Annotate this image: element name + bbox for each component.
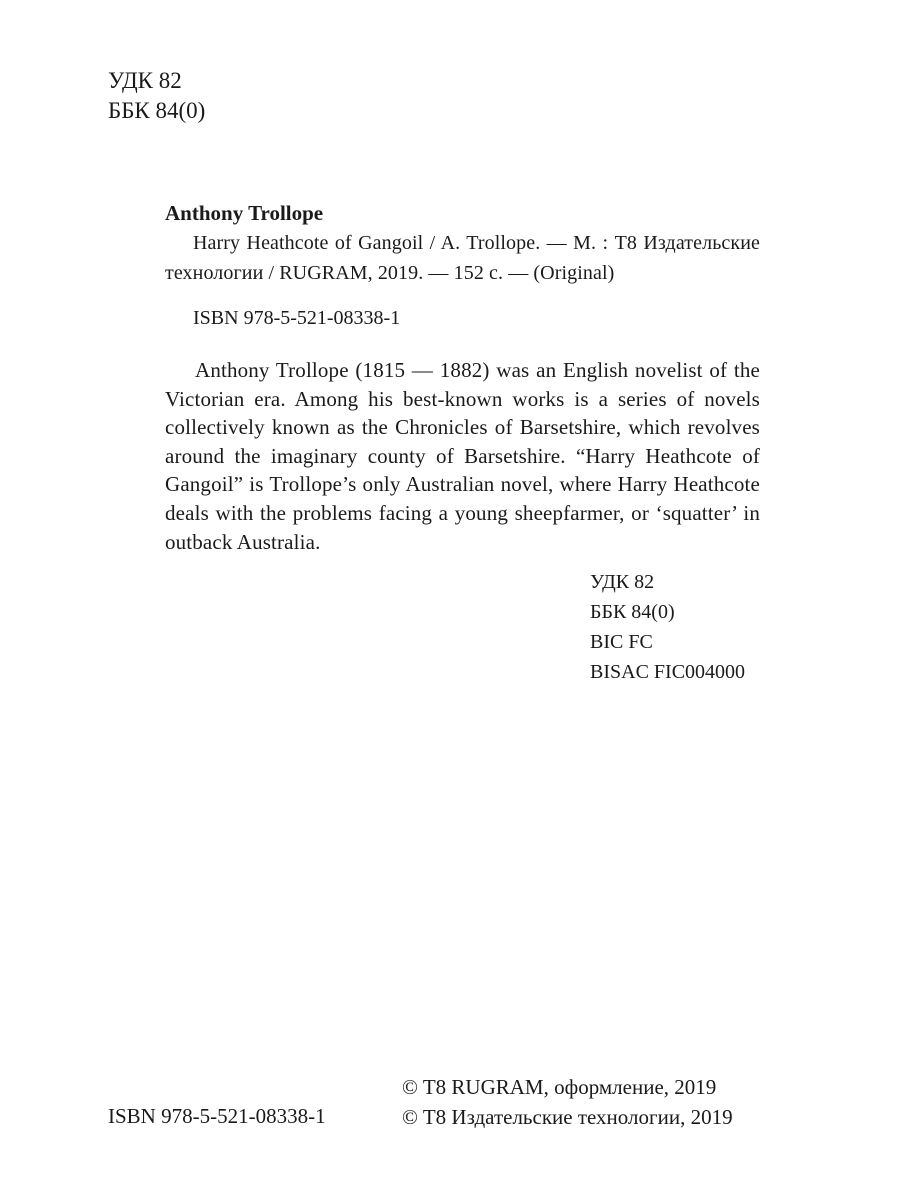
classification-codes-bottom xyxy=(590,567,745,687)
copyright-notice xyxy=(402,1072,733,1132)
bic-code: BIC FC xyxy=(590,631,653,653)
classification-codes-top xyxy=(108,66,205,126)
bibliographic-entry: Harry Heathcote of Gangoil / A. Trollope. — М. : T8 Издательские технологии / RUGRAM, 2019. — 152 с. — (Original) xyxy=(165,232,760,284)
bbk-code: ББК 84(0) xyxy=(590,601,675,623)
udk-code: УДК 82 xyxy=(590,571,655,593)
udk-code: УДК 82 xyxy=(108,68,182,93)
catalog-record xyxy=(165,198,760,288)
footer-isbn: ISBN 978-5-521-08338-1 xyxy=(108,1104,326,1128)
book-annotation: Anthony Trollope (1815 — 1882) was an English novelist of the Victorian era. Among his best-known works is a series of novels collectively known as the Chronicles of Barsetshire, which revolves around the imaginary county of Barsetshire. “Harry Heathcote of Gangoil” is Trollope’s only Australian novel, where Harry Heathcote deals with the problems facing a young sheepfarmer, or ‘squatter’ in outback Australia. xyxy=(165,358,760,554)
bisac-code: BISAC FIC004000 xyxy=(590,661,746,683)
copyright-line: © T8 Издательские технологии, 2019 xyxy=(402,1105,733,1129)
bbk-code: ББК 84(0) xyxy=(108,98,206,123)
catalog-isbn: ISBN 978-5-521-08338-1 xyxy=(193,307,401,329)
author-heading: Anthony Trollope xyxy=(165,201,324,225)
copyright-line: © T8 RUGRAM, оформление, 2019 xyxy=(402,1075,717,1099)
